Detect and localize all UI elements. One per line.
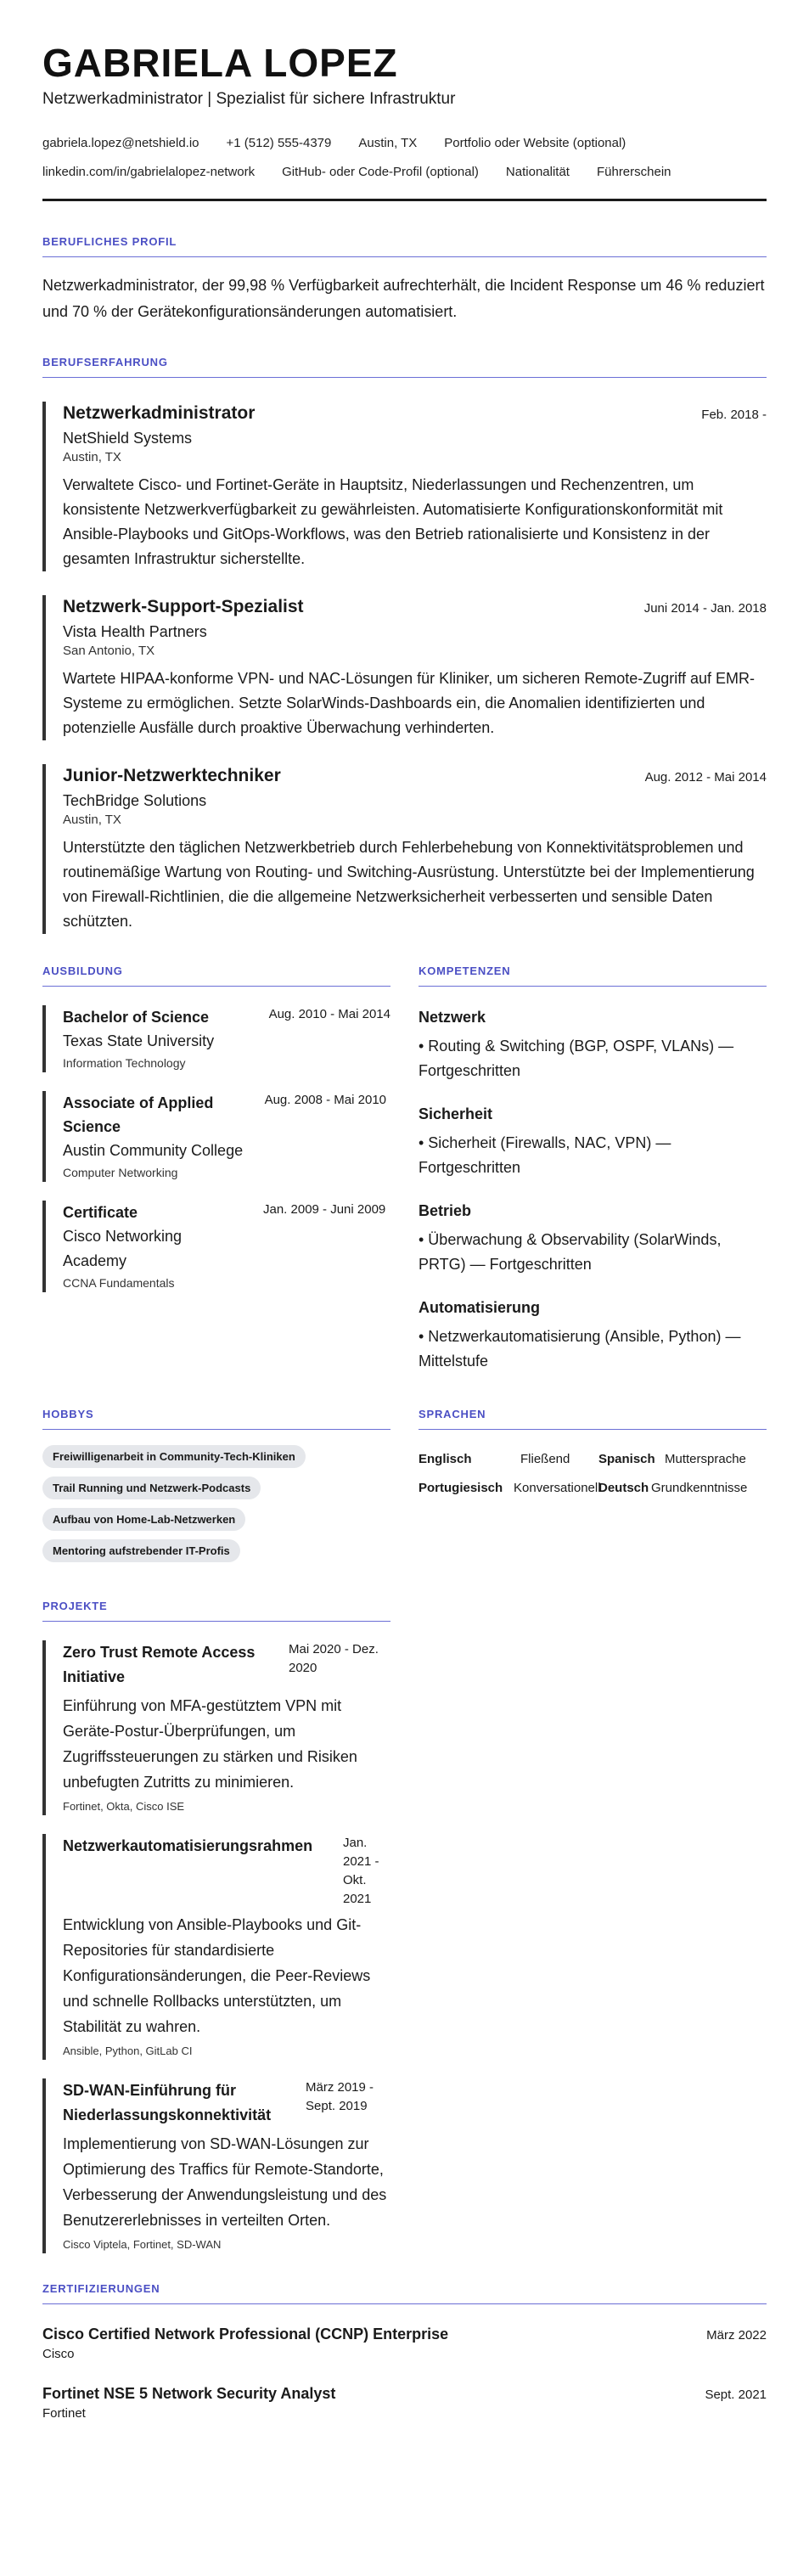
education-entry	[42, 1005, 390, 1072]
job-company: NetShield Systems	[63, 430, 193, 447]
competency-item: • Sicherheit (Firewalls, NAC, VPN) — Fortgeschritten	[419, 1134, 671, 1176]
competency-item: • Netzwerkautomatisierung (Ansible, Python) — Mittelstufe	[419, 1328, 741, 1370]
job-date: Juni 2014 - Jan. 2018	[643, 601, 767, 616]
edu-field: CCNA Fundamentals	[63, 1276, 175, 1290]
project-tech: Fortinet, Okta, Cisco ISE	[63, 1800, 185, 1813]
project-description: Einführung von MFA-gestütztem VPN mit Geräte-Postur-Überprüfungen, um Zugriffssteuerungen zu stärken und Risiken unbefugten Zutritts zu minimieren.	[63, 1697, 357, 1791]
experience-heading: BERUFSERFAHRUNG	[42, 356, 767, 378]
edu-field: Computer Networking	[63, 1166, 178, 1179]
edu-school: Texas State University	[63, 1032, 215, 1049]
competency-category: Automatisierung	[419, 1299, 541, 1316]
edu-school: Cisco Networking Academy	[63, 1228, 183, 1269]
hobbies-languages-row	[42, 1408, 767, 1571]
profile-heading: BERUFLICHES PROFIL	[42, 235, 767, 257]
job-description: Wartete HIPAA-konforme VPN- und NAC-Lösungen für Kliniker, um sicheren Remote-Zugriff auf EMR-Systeme zu ermöglichen. Setzte SolarWinds-Dashboards ein, die Anomalien identifizierten und potenzielle Ausfälle durch proaktive Überwachung verhinderten.	[63, 670, 755, 736]
job-entry	[42, 764, 767, 934]
job-company: Vista Health Partners	[63, 623, 207, 640]
contact-phone[interactable]: +1 (512) 555-4379	[226, 136, 332, 150]
cert-name: Cisco Certified Network Professional (CCNP) Enterprise	[42, 2326, 449, 2343]
languages-heading: SPRACHEN	[419, 1408, 767, 1430]
language-name: Englisch	[419, 1452, 472, 1466]
hobby-tag: Freiwilligenarbeit in Community-Tech-Kliniken	[42, 1445, 306, 1468]
projects-section	[42, 1600, 390, 2253]
project-title: Zero Trust Remote Access Initiative	[63, 1644, 256, 1685]
competency-category: Betrieb	[419, 1202, 472, 1219]
contact-location: Austin, TX	[358, 136, 418, 150]
job-location: Austin, TX	[63, 450, 121, 464]
edu-school: Austin Community College	[63, 1142, 244, 1159]
contact-portfolio[interactable]: Portfolio oder Website (optional)	[444, 136, 626, 150]
language-row	[419, 1474, 767, 1503]
project-title: Netzwerkautomatisierungsrahmen	[63, 1837, 313, 1854]
job-title: Netzwerkadministrator	[63, 403, 256, 423]
project-date: Jan. 2021 - Okt. 2021	[343, 1836, 379, 1906]
language-name: Portugiesisch	[419, 1481, 503, 1495]
language-level: Muttersprache	[665, 1452, 746, 1466]
project-description: Implementierung von SD-WAN-Lösungen zur Optimierung des Traffics für Remote-Standorte, Verbesserung der Anwendungsleistung und des Benutzererlebnisses in verteilten Orten.	[63, 2135, 387, 2229]
project-entry	[42, 1640, 390, 1815]
job-description: Verwaltete Cisco- und Fortinet-Geräte in Hauptsitz, Niederlassungen und Rechenzentren, um konsistente Netzwerkverfügbarkeit zu gewährleisten. Automatisierte Konfigurationskonformität mit Ansible-Playbooks und GitOps-Workflows, was den Betrieb rationalisierte und Konsistenz in der gesamten Infrastruktur sicherstellte.	[63, 476, 723, 567]
language-name: Spanisch	[598, 1452, 655, 1466]
edu-degree: Bachelor of Science	[63, 1009, 210, 1026]
certifications-heading: ZERTIFIZIERUNGEN	[42, 2282, 767, 2304]
hobby-tag: Mentoring aufstrebender IT-Profis	[42, 1539, 240, 1562]
job-title: Netzwerk-Support-Spezialist	[63, 597, 304, 616]
job-location: Austin, TX	[63, 813, 121, 827]
project-tech: Ansible, Python, GitLab CI	[63, 2044, 193, 2057]
job-date: Feb. 2018 -	[701, 408, 767, 422]
project-entry	[42, 1834, 390, 2060]
certifications-section	[42, 2282, 767, 2423]
job-description: Unterstützte den täglichen Netzwerkbetrieb durch Fehlerbehebung von Konnektivitätsproblemen und routinemäßige Wartung von Routing- und Switching-Ausrüstung. Unterstützte bei der Implementierung von Firewall-Richtlinien, die die allgemeine Netzwerksicherheit verbesserten und sensible Daten schützten.	[63, 839, 755, 930]
project-tech: Cisco Viptela, Fortinet, SD-WAN	[63, 2238, 222, 2251]
job-date: Aug. 2012 - Mai 2014	[644, 770, 767, 785]
resume-header	[42, 41, 767, 201]
project-title: SD-WAN-Einführung für Niederlassungskonnektivität	[63, 2082, 272, 2123]
certification-entry	[42, 2382, 767, 2423]
job-company: TechBridge Solutions	[63, 792, 207, 809]
project-date: März 2019 - Sept. 2019	[306, 2080, 374, 2113]
job-entry	[42, 595, 767, 740]
contact-list	[42, 129, 767, 187]
hobby-tag: Aufbau von Home-Lab-Netzwerken	[42, 1508, 245, 1531]
education-entry	[42, 1201, 390, 1292]
hobbies-heading: HOBBYS	[42, 1408, 390, 1430]
contact-license: Führerschein	[596, 165, 671, 179]
project-date: Mai 2020 - Dez. 2020	[289, 1642, 379, 1675]
hobbies-section	[42, 1408, 390, 1571]
contact-github[interactable]: GitHub- oder Code-Profil (optional)	[282, 165, 479, 179]
education-entry	[42, 1091, 390, 1182]
cert-issuer: Fortinet	[42, 2406, 86, 2421]
job-location: San Antonio, TX	[63, 644, 155, 658]
language-level: Fließend	[520, 1452, 570, 1466]
header-divider	[42, 199, 767, 201]
language-level: Konversationell	[514, 1481, 601, 1495]
language-level: Grundkenntnisse	[651, 1481, 748, 1495]
competency-category: Sicherheit	[419, 1105, 493, 1122]
job-title: Junior-Netzwerktechniker	[63, 766, 281, 785]
profile-section	[42, 235, 767, 325]
certification-entry	[42, 2323, 767, 2364]
contact-linkedin[interactable]: linkedin.com/in/gabrielalopez-network	[42, 165, 256, 179]
edu-date: Aug. 2010 - Mai 2014	[268, 1007, 390, 1021]
competencies-section	[419, 965, 767, 1374]
language-list	[419, 1445, 767, 1503]
edu-degree: Associate of Applied Science	[63, 1094, 214, 1135]
edu-date: Jan. 2009 - Juni 2009	[263, 1202, 386, 1217]
cert-date: März 2022	[706, 2328, 767, 2343]
edu-field: Information Technology	[63, 1056, 186, 1070]
contact-nationality: Nationalität	[505, 165, 570, 179]
competency-category: Netzwerk	[419, 1009, 486, 1026]
hobby-tag: Trail Running und Netzwerk-Podcasts	[42, 1476, 261, 1499]
competency-item: • Überwachung & Observability (SolarWinds, PRTG) — Fortgeschritten	[419, 1231, 722, 1273]
job-entry	[42, 402, 767, 571]
edu-date: Aug. 2008 - Mai 2010	[264, 1093, 387, 1107]
contact-email[interactable]: gabriela.lopez@netshield.io	[42, 136, 199, 150]
experience-section	[42, 356, 767, 934]
languages-section	[419, 1408, 767, 1571]
language-name: Deutsch	[598, 1481, 649, 1495]
projects-heading: PROJEKTE	[42, 1600, 390, 1622]
project-description: Entwicklung von Ansible-Playbooks und Git-Repositories für standardisierte Konfigurationsänderungen, die Peer-Reviews und schnelle Rollbacks unterstützten, um Stabilität zu wahren.	[63, 1916, 371, 2035]
candidate-title: Netzwerkadministrator | Spezialist für sichere Infrastruktur	[42, 90, 456, 108]
education-section	[42, 965, 390, 1374]
cert-date: Sept. 2021	[705, 2388, 767, 2402]
education-heading: AUSBILDUNG	[42, 965, 390, 987]
competencies-heading: KOMPETENZEN	[419, 965, 767, 987]
profile-text: Netzwerkadministrator, der 99,98 % Verfügbarkeit aufrechterhält, die Incident Response um 46 % reduziert und 70 % der Gerätekonfigurationsänderungen automatisiert.	[42, 277, 765, 320]
edu-degree: Certificate	[63, 1204, 138, 1221]
candidate-name: GABRIELA LOPEZ	[42, 41, 398, 85]
competency-item: • Routing & Switching (BGP, OSPF, VLANs) — Fortgeschritten	[419, 1038, 734, 1079]
cert-name: Fortinet NSE 5 Network Security Analyst	[42, 2385, 336, 2402]
hobby-tag-list	[42, 1445, 390, 1571]
cert-issuer: Cisco	[42, 2347, 75, 2361]
project-entry	[42, 2078, 390, 2253]
language-row	[419, 1445, 767, 1474]
education-competencies-row	[42, 965, 767, 1374]
